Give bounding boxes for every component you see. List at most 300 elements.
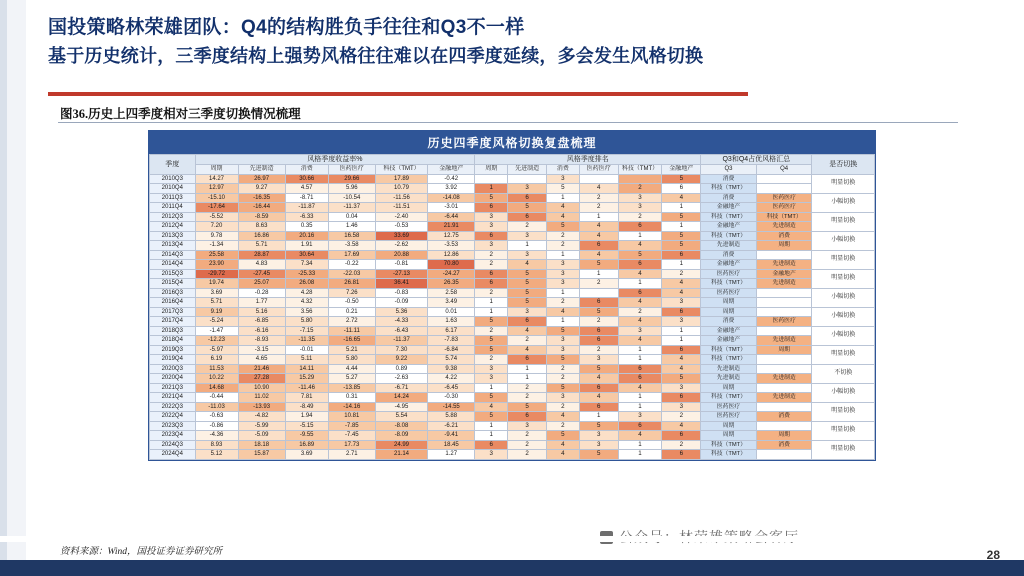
cell-return: -3.58 [328, 241, 375, 251]
cell-rank: 5 [475, 336, 508, 346]
cell-rank: 1 [508, 374, 547, 384]
cell-rank: 1 [618, 279, 662, 289]
cell-q3-style: 科技（TMT） [701, 279, 757, 289]
cell-rank: 1 [475, 307, 508, 317]
cell-return: -2.62 [375, 241, 427, 251]
cell-return: 10.81 [328, 412, 375, 422]
cell-rank: 4 [579, 184, 618, 194]
cell-q3-style: 消费 [701, 193, 757, 203]
cell-return: 33.69 [375, 231, 427, 241]
cell-rank: 5 [618, 250, 662, 260]
cell-q3-style: 科技（TMT） [701, 212, 757, 222]
cell-rank: 4 [579, 231, 618, 241]
cell-rank: 3 [618, 203, 662, 213]
table-row [150, 212, 875, 222]
th-quarter: 季度 [150, 155, 196, 175]
cell-return: 30.66 [285, 174, 328, 184]
table-row [150, 241, 875, 251]
cell-rank: 4 [546, 203, 579, 213]
cell-return: 14.27 [195, 174, 238, 184]
cell-q3-style: 周期 [701, 421, 757, 431]
cell-rank: 2 [579, 317, 618, 327]
title-block [48, 14, 998, 69]
cell-switch-result: 明显切换 [812, 174, 875, 193]
cell-return: 7.34 [285, 260, 328, 270]
cell-return: 27.28 [238, 374, 285, 384]
cell-rank: 3 [579, 440, 618, 450]
cell-rank: 1 [475, 184, 508, 194]
cell-return: 25.07 [238, 279, 285, 289]
table-row [150, 421, 875, 431]
cell-switch-result: 明显切换 [812, 440, 875, 459]
cell-return: 9.19 [195, 307, 238, 317]
cell-return: 26.81 [328, 279, 375, 289]
cell-rank: 1 [475, 431, 508, 441]
cell-q3-style: 周期 [701, 307, 757, 317]
cell-return: -7.15 [285, 326, 328, 336]
cell-quarter: 2015Q4 [150, 279, 196, 289]
cell-q4-style: 周期 [756, 431, 812, 441]
th-k-consumer: 消费 [546, 165, 579, 174]
cell-rank: 6 [508, 212, 547, 222]
cell-quarter: 2018Q4 [150, 336, 196, 346]
cell-rank: 1 [579, 269, 618, 279]
cell-rank: 5 [508, 269, 547, 279]
cell-return: 26.08 [285, 279, 328, 289]
cell-q3-style: 医药医疗 [701, 288, 757, 298]
cell-return: 9.22 [375, 355, 427, 365]
cell-return: -29.72 [195, 269, 238, 279]
cell-q3-style: 消费 [701, 250, 757, 260]
cell-return: 7.81 [285, 393, 328, 403]
cell-return: -27.45 [238, 269, 285, 279]
cell-rank: 2 [508, 440, 547, 450]
cell-return: -0.83 [375, 288, 427, 298]
cell-return: 12.75 [428, 231, 475, 241]
cell-q4-style: 医药医疗 [756, 193, 812, 203]
cell-rank: 5 [508, 279, 547, 289]
cell-return: 17.89 [375, 174, 427, 184]
bottom-spacer [0, 536, 1024, 542]
cell-return: 28.87 [238, 250, 285, 260]
cell-rank: 1 [662, 222, 701, 232]
cell-return: -6.33 [285, 212, 328, 222]
th-r-finance: 金融地产 [428, 165, 475, 174]
table-row [150, 440, 875, 450]
cell-return: 8.93 [195, 440, 238, 450]
cell-q3-style: 先进制造 [701, 374, 757, 384]
cell-rank: 4 [579, 250, 618, 260]
cell-return: -0.44 [195, 393, 238, 403]
cell-return: -2.63 [375, 374, 427, 384]
cell-quarter: 2016Q4 [150, 298, 196, 308]
cell-switch-result: 小幅切换 [812, 307, 875, 326]
cell-q4-style: 金融地产 [756, 269, 812, 279]
cell-q4-style: 先进制造 [756, 222, 812, 232]
cell-rank: 3 [508, 184, 547, 194]
cell-rank: 4 [579, 222, 618, 232]
cell-rank: 2 [546, 421, 579, 431]
cell-rank: 5 [579, 364, 618, 374]
cell-return: -0.81 [375, 260, 427, 270]
th-q4-style: Q4 [756, 165, 812, 174]
cell-return: 5.54 [375, 412, 427, 422]
table-row [150, 288, 875, 298]
cell-rank: 4 [662, 364, 701, 374]
cell-return: -8.59 [238, 212, 285, 222]
cell-rank: 4 [546, 412, 579, 422]
cell-return: -11.11 [328, 326, 375, 336]
cell-rank: 2 [475, 260, 508, 270]
cell-rank [508, 174, 547, 184]
cell-return: -0.28 [238, 288, 285, 298]
cell-quarter: 2014Q3 [150, 250, 196, 260]
cell-return: -22.03 [328, 269, 375, 279]
cell-q3-style: 周期 [701, 383, 757, 393]
table-row [150, 250, 875, 260]
table-row [150, 231, 875, 241]
cell-return: 5.27 [328, 374, 375, 384]
cell-return: 15.87 [238, 450, 285, 460]
cell-rank: 3 [546, 393, 579, 403]
cell-return: 24.99 [375, 440, 427, 450]
cell-return: 70.80 [428, 260, 475, 270]
table-row [150, 336, 875, 346]
figure-caption-rule [58, 122, 958, 123]
cell-q4-style: 周期 [756, 345, 812, 355]
cell-q3-style: 科技（TMT） [701, 440, 757, 450]
cell-return: -9.55 [285, 431, 328, 441]
cell-rank: 5 [662, 241, 701, 251]
cell-rank: 6 [579, 336, 618, 346]
cell-rank: 5 [662, 174, 701, 184]
cell-rank: 3 [618, 193, 662, 203]
th-k-tech: 科技（TMT） [618, 165, 662, 174]
cell-q3-style: 金融地产 [701, 326, 757, 336]
cell-return: 5.71 [238, 241, 285, 251]
cell-return: -0.63 [195, 412, 238, 422]
cell-q3-style: 周期 [701, 431, 757, 441]
cell-return: 4.83 [238, 260, 285, 270]
cell-rank: 4 [618, 336, 662, 346]
cell-rank: 6 [662, 345, 701, 355]
cell-rank: 3 [662, 317, 701, 327]
table-row [150, 298, 875, 308]
cell-return: 7.30 [375, 345, 427, 355]
th-switch: 是否切换 [812, 155, 875, 175]
cell-switch-result: 明显切换 [812, 212, 875, 231]
cell-return: -6.45 [428, 383, 475, 393]
cell-return: -6.85 [238, 317, 285, 327]
cell-rank: 4 [546, 307, 579, 317]
cell-rank: 3 [475, 374, 508, 384]
cell-rank: 4 [508, 326, 547, 336]
cell-quarter: 2011Q4 [150, 203, 196, 213]
th-r-manufacturing: 先进制造 [238, 165, 285, 174]
data-table-container [148, 130, 876, 461]
cell-rank: 5 [508, 288, 547, 298]
cell-return: -17.64 [195, 203, 238, 213]
cell-return: 5.11 [285, 355, 328, 365]
cell-q3-style: 医药医疗 [701, 269, 757, 279]
cell-rank: 6 [618, 260, 662, 270]
cell-quarter: 2024Q3 [150, 440, 196, 450]
cell-q4-style: 先进制造 [756, 374, 812, 384]
cell-return: 5.80 [328, 355, 375, 365]
table-head [150, 155, 875, 175]
history-style-switch-table [149, 154, 875, 460]
cell-return: -5.97 [195, 345, 238, 355]
cell-return: 4.22 [428, 374, 475, 384]
cell-return: -0.22 [328, 260, 375, 270]
cell-return: 2.71 [328, 450, 375, 460]
cell-quarter: 2020Q4 [150, 374, 196, 384]
cell-quarter: 2012Q4 [150, 222, 196, 232]
table-row [150, 364, 875, 374]
cell-rank: 2 [662, 269, 701, 279]
cell-return: 14.24 [375, 393, 427, 403]
cell-q4-style: 消费 [756, 440, 812, 450]
cell-return: -0.01 [285, 345, 328, 355]
cell-q4-style: 先进制造 [756, 393, 812, 403]
cell-rank: 3 [546, 260, 579, 270]
cell-return: 36.41 [375, 279, 427, 289]
cell-rank: 4 [662, 193, 701, 203]
cell-rank: 6 [508, 317, 547, 327]
cell-rank: 5 [546, 222, 579, 232]
cell-return: -4.82 [238, 412, 285, 422]
cell-return: -7.83 [428, 336, 475, 346]
table-group-header-row [150, 155, 875, 165]
cell-rank: 3 [618, 326, 662, 336]
cell-return: 18.45 [428, 440, 475, 450]
cell-return: 6.17 [428, 326, 475, 336]
cell-quarter: 2018Q3 [150, 326, 196, 336]
table-row [150, 326, 875, 336]
cell-return: 9.27 [238, 184, 285, 194]
cell-q4-style: 周期 [756, 241, 812, 251]
th-r-healthcare: 医药医疗 [328, 165, 375, 174]
cell-return: -5.09 [238, 431, 285, 441]
cell-return: -13.85 [328, 383, 375, 393]
cell-q4-style [756, 383, 812, 393]
cell-return: 3.92 [428, 184, 475, 194]
cell-quarter: 2011Q3 [150, 193, 196, 203]
cell-return: 0.01 [428, 307, 475, 317]
cell-q3-style: 金融地产 [701, 222, 757, 232]
cell-rank: 3 [546, 345, 579, 355]
cell-rank [579, 174, 618, 184]
cell-rank: 5 [508, 203, 547, 213]
cell-return: 6.19 [195, 355, 238, 365]
cell-switch-result: 明显切换 [812, 250, 875, 269]
cell-rank: 6 [618, 288, 662, 298]
cell-rank: 5 [662, 374, 701, 384]
cell-quarter: 2019Q3 [150, 345, 196, 355]
cell-return: -6.21 [428, 421, 475, 431]
cell-quarter: 2017Q3 [150, 307, 196, 317]
cell-rank: 5 [508, 402, 547, 412]
cell-switch-result: 小幅切换 [812, 193, 875, 212]
figure-caption: 图36.历史上四季度相对三季度切换情况梳理 [60, 107, 301, 121]
cell-rank: 2 [546, 402, 579, 412]
cell-return: 20.88 [375, 250, 427, 260]
cell-rank: 5 [662, 212, 701, 222]
cell-return: 5.21 [328, 345, 375, 355]
cell-quarter: 2010Q4 [150, 184, 196, 194]
cell-return: -11.56 [375, 193, 427, 203]
cell-q4-style: 医药医疗 [756, 203, 812, 213]
cell-rank: 1 [662, 326, 701, 336]
table-row [150, 203, 875, 213]
cell-return: 5.71 [195, 298, 238, 308]
cell-q4-style [756, 402, 812, 412]
cell-q3-style: 医药医疗 [701, 412, 757, 422]
cell-return: -3.15 [238, 345, 285, 355]
cell-switch-result: 不切换 [812, 364, 875, 383]
cell-rank: 2 [508, 450, 547, 460]
cell-rank: 1 [618, 402, 662, 412]
cell-quarter: 2022Q4 [150, 412, 196, 422]
cell-return: -16.44 [238, 203, 285, 213]
cell-quarter: 2022Q3 [150, 402, 196, 412]
cell-rank: 1 [546, 288, 579, 298]
cell-return: -9.41 [428, 431, 475, 441]
cell-rank: 4 [546, 212, 579, 222]
cell-return: -11.37 [328, 203, 375, 213]
cell-rank: 3 [475, 450, 508, 460]
table-row [150, 317, 875, 327]
cell-rank: 2 [618, 184, 662, 194]
cell-quarter: 2023Q4 [150, 431, 196, 441]
cell-rank: 2 [475, 355, 508, 365]
cell-q4-style [756, 174, 812, 184]
cell-rank: 1 [618, 440, 662, 450]
cell-rank: 1 [618, 345, 662, 355]
cell-return: -2.40 [375, 212, 427, 222]
cell-return: 5.96 [328, 184, 375, 194]
cell-return: -5.15 [285, 421, 328, 431]
cell-return: -27.13 [375, 269, 427, 279]
cell-rank: 4 [662, 355, 701, 365]
cell-q3-style: 医药医疗 [701, 402, 757, 412]
cell-rank: 5 [579, 450, 618, 460]
page-subtitle: 基于历史统计，三季度结构上强势风格往往难以在四季度延续，多会发生风格切换 [48, 46, 704, 66]
table-row [150, 193, 875, 203]
cell-return: 16.86 [238, 231, 285, 241]
cell-return: -6.84 [428, 345, 475, 355]
table-row [150, 431, 875, 441]
cell-rank: 1 [546, 250, 579, 260]
cell-rank: 1 [475, 421, 508, 431]
cell-rank: 6 [475, 203, 508, 213]
th-k-finance: 金融地产 [662, 165, 701, 174]
cell-return: -0.50 [328, 298, 375, 308]
cell-return: 7.26 [328, 288, 375, 298]
cell-rank: 1 [508, 364, 547, 374]
cell-rank: 2 [546, 231, 579, 241]
cell-rank: 5 [546, 326, 579, 336]
cell-switch-result: 小幅切换 [812, 383, 875, 402]
cell-q4-style: 先进制造 [756, 260, 812, 270]
cell-rank: 1 [618, 450, 662, 460]
cell-return: -8.71 [285, 193, 328, 203]
cell-rank: 5 [475, 393, 508, 403]
cell-quarter: 2013Q4 [150, 241, 196, 251]
cell-q4-style [756, 288, 812, 298]
cell-rank: 5 [579, 307, 618, 317]
cell-return: 14.11 [285, 364, 328, 374]
cell-rank: 5 [546, 383, 579, 393]
cell-return: 1.27 [428, 450, 475, 460]
cell-q4-style: 先进制造 [756, 279, 812, 289]
cell-rank: 1 [618, 355, 662, 365]
cell-q3-style: 科技（TMT） [701, 231, 757, 241]
cell-rank: 6 [618, 364, 662, 374]
cell-return: -12.23 [195, 336, 238, 346]
cell-rank: 6 [508, 412, 547, 422]
cell-return: -4.33 [375, 317, 427, 327]
cell-return: 5.36 [375, 307, 427, 317]
cell-return: 7.20 [195, 222, 238, 232]
table-row [150, 307, 875, 317]
cell-q4-style: 先进制造 [756, 336, 812, 346]
cell-quarter: 2020Q3 [150, 364, 196, 374]
cell-return: 3.69 [195, 288, 238, 298]
cell-q4-style [756, 450, 812, 460]
cell-return: 0.31 [328, 393, 375, 403]
cell-q3-style: 金融地产 [701, 203, 757, 213]
cell-q3-style: 先进制造 [701, 241, 757, 251]
cell-quarter: 2012Q3 [150, 212, 196, 222]
cell-return: 4.44 [328, 364, 375, 374]
cell-return: -0.09 [375, 298, 427, 308]
cell-return: 0.04 [328, 212, 375, 222]
cell-rank: 3 [508, 307, 547, 317]
table-row [150, 184, 875, 194]
cell-return: 1.94 [285, 412, 328, 422]
cell-return: -0.53 [375, 222, 427, 232]
cell-rank: 2 [508, 222, 547, 232]
cell-rank: 6 [475, 279, 508, 289]
cell-return: 11.02 [238, 393, 285, 403]
cell-rank: 1 [662, 260, 701, 270]
left-accent-strip [0, 0, 7, 576]
cell-return: 18.18 [238, 440, 285, 450]
cell-quarter: 2015Q3 [150, 269, 196, 279]
cell-rank: 6 [662, 184, 701, 194]
cell-rank: 3 [579, 431, 618, 441]
cell-return: -0.86 [195, 421, 238, 431]
cell-quarter: 2013Q3 [150, 231, 196, 241]
cell-switch-result: 明显切换 [812, 269, 875, 288]
cell-q3-style: 消费 [701, 174, 757, 184]
cell-rank: 1 [475, 298, 508, 308]
cell-rank: 2 [475, 250, 508, 260]
cell-rank: 5 [579, 421, 618, 431]
cell-rank: 6 [662, 250, 701, 260]
cell-rank: 5 [662, 231, 701, 241]
cell-return: 5.88 [428, 412, 475, 422]
bottom-bar [0, 560, 1024, 576]
cell-switch-result: 明显切换 [812, 345, 875, 364]
cell-return: -7.85 [328, 421, 375, 431]
cell-rank: 2 [579, 203, 618, 213]
cell-rank: 3 [546, 174, 579, 184]
table-row [150, 279, 875, 289]
cell-return: 4.57 [285, 184, 328, 194]
cell-return: 14.68 [195, 383, 238, 393]
